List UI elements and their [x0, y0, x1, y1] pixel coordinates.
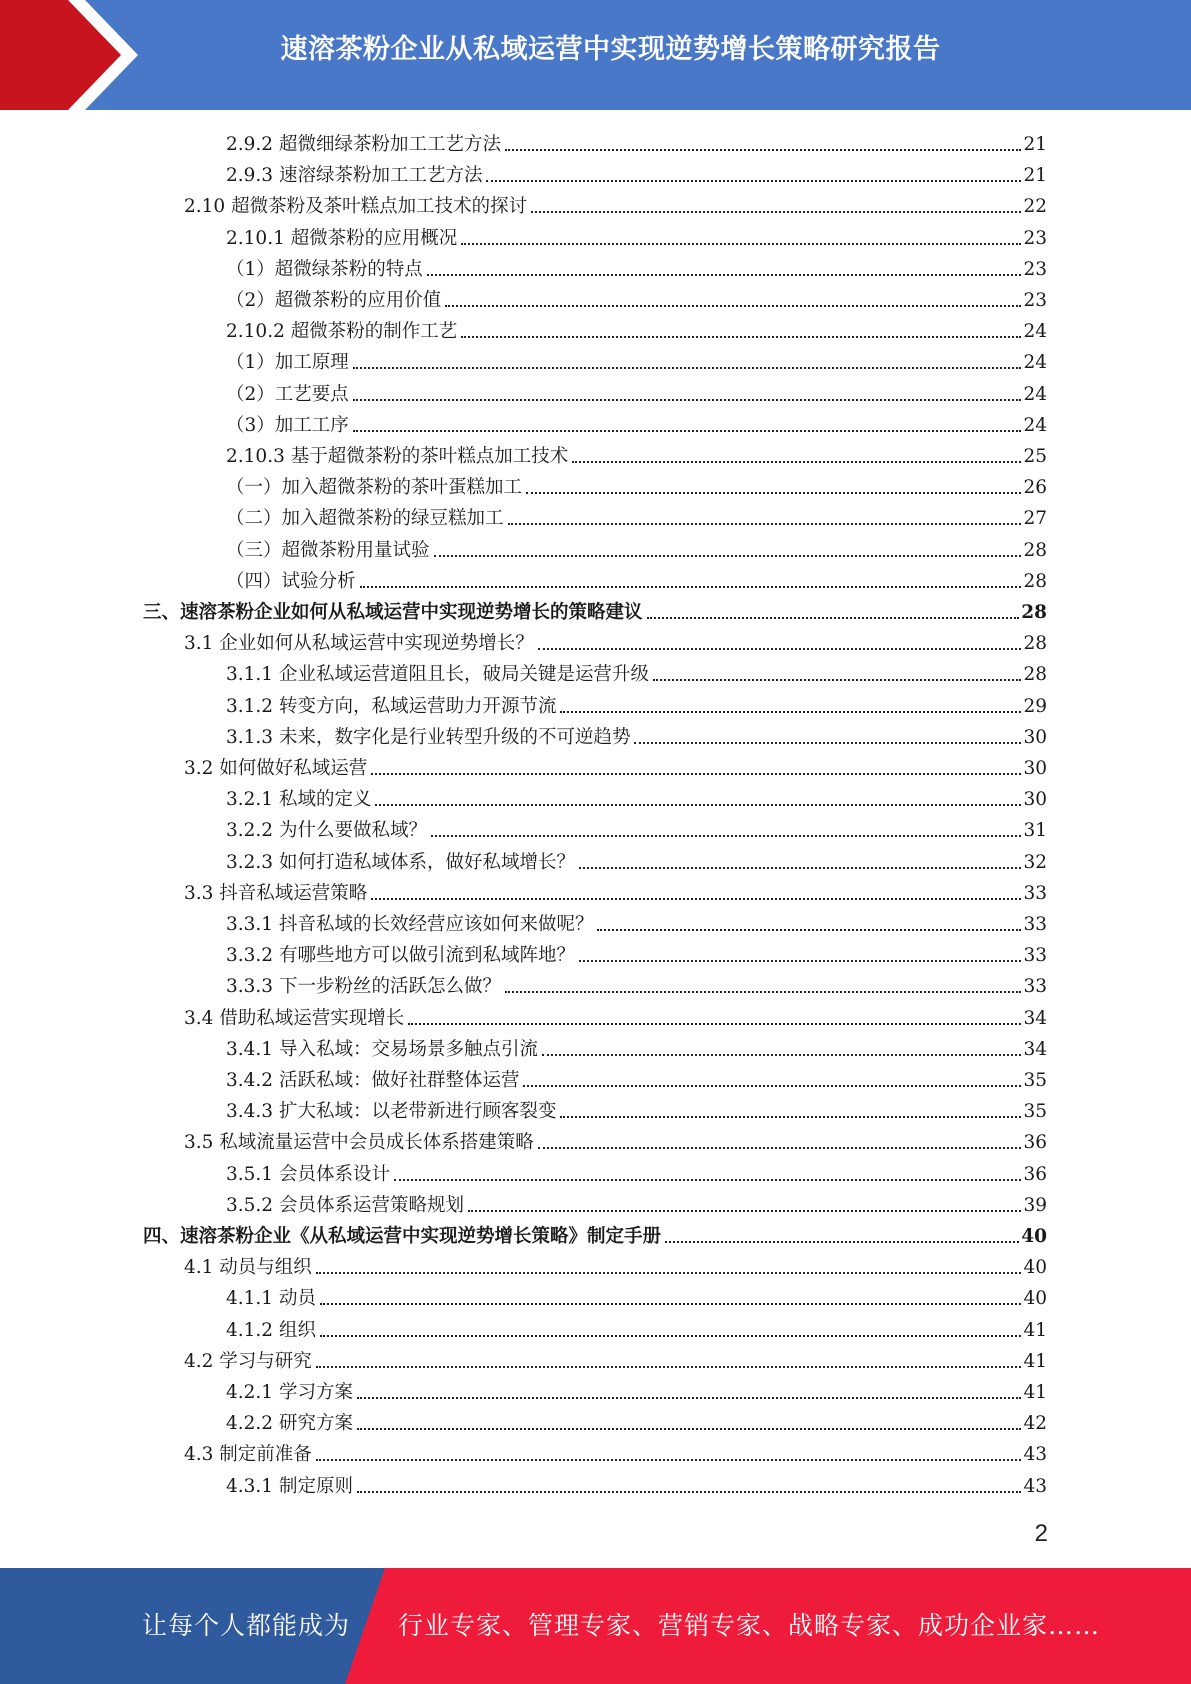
toc-dot-leader	[538, 648, 1022, 650]
toc-dot-leader	[427, 274, 1022, 276]
toc-entry-page: 40	[1021, 1226, 1047, 1247]
toc-entry[interactable]	[226, 220, 1047, 251]
toc-entry-page: 34	[1023, 1038, 1047, 1060]
toc-entry-title: 4.1 动员与组织	[184, 1257, 312, 1279]
toc-entry-title: 3.5.1 会员体系设计	[226, 1163, 390, 1185]
toc-entry[interactable]	[226, 1156, 1047, 1187]
toc-entry[interactable]	[226, 812, 1047, 843]
toc-dot-leader	[461, 336, 1021, 338]
toc-entry[interactable]	[226, 1312, 1047, 1343]
toc-dot-leader	[371, 773, 1021, 775]
toc-dot-leader	[408, 1023, 1021, 1025]
toc-entry[interactable]	[226, 1374, 1047, 1405]
toc-dot-leader	[653, 679, 1021, 681]
toc-dot-leader	[431, 835, 1021, 837]
toc-dot-leader	[665, 1241, 1019, 1243]
toc-dot-leader	[357, 1397, 1022, 1399]
toc-dot-leader	[320, 1303, 1022, 1305]
toc-entry-page: 35	[1023, 1101, 1047, 1123]
toc-entry-title: 3.1.1 企业私域运营道阻且长，破局关键是运营升级	[226, 664, 649, 686]
toc-dot-leader	[316, 1459, 1022, 1461]
toc-entry-title: 3.5 私域流量运营中会员成长体系搭建策略	[184, 1132, 534, 1154]
header-title: 速溶茶粉企业从私域运营中实现逆势增长策略研究报告	[280, 34, 941, 65]
toc-entry-page: 35	[1023, 1070, 1047, 1091]
toc-entry[interactable]	[226, 656, 1047, 687]
toc-entry-title: 3.3.3 下一步粉丝的活跃怎么做？	[226, 976, 501, 998]
toc-entry-page: 32	[1023, 851, 1047, 873]
toc-entry[interactable]	[226, 532, 1047, 563]
toc-entry[interactable]	[226, 1405, 1047, 1436]
toc-entry-title: 3.2 如何做好私域运营	[184, 758, 368, 779]
toc-entry-title: 3.5.2 会员体系运营策略规划	[226, 1194, 464, 1216]
toc-entry[interactable]	[226, 1031, 1047, 1062]
toc-entry-page: 33	[1023, 914, 1047, 935]
toc-entry-page: 28	[1023, 633, 1047, 655]
toc-dot-leader	[353, 430, 1022, 432]
toc-entry-title: 2.9.3 速溶绿茶粉加工工艺方法	[226, 165, 483, 187]
toc-dot-leader	[526, 492, 1021, 494]
toc-dot-leader	[357, 1491, 1022, 1493]
toc-dot-leader	[371, 898, 1021, 900]
toc-entry[interactable]	[226, 937, 1047, 968]
toc-entry[interactable]	[184, 1436, 1047, 1467]
toc-entry-page: 21	[1023, 134, 1047, 155]
toc-dot-leader	[579, 867, 1021, 869]
toc-entry[interactable]	[226, 344, 1047, 375]
toc-entry-page: 28	[1023, 664, 1047, 686]
toc-entry-page: 40	[1023, 1288, 1047, 1310]
toc-dot-leader	[560, 1116, 1021, 1118]
toc-entry[interactable]	[143, 594, 1047, 625]
toc-entry[interactable]	[226, 906, 1047, 937]
toc-entry-page: 28	[1021, 602, 1047, 623]
toc-dot-leader	[486, 180, 1021, 182]
toc-entry-page: 25	[1023, 446, 1047, 467]
toc-entry-page: 22	[1023, 196, 1047, 218]
toc-entry-page: 43	[1023, 1475, 1047, 1497]
toc-dot-leader	[434, 555, 1022, 557]
toc-entry-page: 24	[1023, 414, 1047, 436]
toc-dot-leader	[579, 960, 1021, 962]
toc-entry[interactable]	[226, 251, 1047, 282]
page-number: 2	[1034, 1520, 1048, 1547]
toc-dot-leader	[538, 1147, 1022, 1149]
toc-entry-title: 3.1.3 未来，数字化是行业转型升级的不可逆趋势	[226, 726, 631, 748]
toc-entry-page: 24	[1023, 352, 1047, 374]
toc-dot-leader	[445, 305, 1021, 307]
toc-entry-page: 21	[1023, 165, 1047, 187]
toc-entry-page: 23	[1023, 290, 1047, 311]
toc-entry-page: 23	[1023, 227, 1047, 249]
toc-entry-title: 3.3.1 抖音私域的长效经营应该如何来做呢？	[226, 914, 594, 935]
toc-entry[interactable]	[226, 1187, 1047, 1218]
toc-dot-leader	[572, 461, 1021, 463]
toc-entry-page: 28	[1023, 539, 1047, 561]
toc-entry[interactable]	[226, 407, 1047, 438]
toc-entry-title: 3.3.2 有哪些地方可以做引流到私域阵地？	[226, 945, 575, 967]
toc-entry-page: 29	[1023, 695, 1047, 717]
toc-entry[interactable]	[226, 438, 1047, 469]
toc-entry[interactable]	[184, 625, 1047, 656]
toc-entry-page: 24	[1023, 321, 1047, 343]
toc-entry[interactable]	[143, 1218, 1047, 1249]
toc-entry[interactable]	[184, 188, 1047, 219]
toc-dot-leader	[320, 1335, 1022, 1337]
toc-entry-title: 4.1.1 动员	[226, 1288, 316, 1310]
toc-entry-title: （2）超微茶粉的应用价值	[226, 290, 442, 311]
toc-entry-title: 3.2.3 如何打造私域体系，做好私域增长？	[226, 851, 575, 873]
toc-entry-title: （2）工艺要点	[226, 383, 349, 405]
toc-entry-page: 33	[1023, 882, 1047, 904]
toc-dot-leader	[531, 211, 1021, 213]
toc-entry[interactable]	[226, 1062, 1047, 1093]
toc-entry-title: （三）超微茶粉用量试验	[226, 539, 430, 561]
toc-entry-page: 23	[1023, 258, 1047, 280]
toc-entry-title: 2.10.1 超微茶粉的应用概况	[226, 227, 458, 249]
toc-entry[interactable]	[226, 563, 1047, 594]
toc-entry[interactable]	[184, 1343, 1047, 1374]
toc-entry-title: 3.3 抖音私域运营策略	[184, 882, 368, 904]
toc-entry-title: 3.2.2 为什么要做私域？	[226, 820, 427, 842]
toc-entry-title: 4.2.2 研究方案	[226, 1413, 353, 1435]
page-footer	[0, 1568, 1191, 1684]
toc-dot-leader	[523, 1085, 1021, 1087]
toc-entry[interactable]	[184, 1249, 1047, 1280]
toc-entry-title: （1）超微绿茶粉的特点	[226, 258, 423, 280]
toc-entry[interactable]	[184, 1000, 1047, 1031]
toc-entry-page: 30	[1023, 726, 1047, 748]
toc-entry-title: 3.4 借助私域运营实现增长	[184, 1007, 405, 1029]
toc-entry-page: 24	[1023, 383, 1047, 405]
toc-dot-leader	[353, 399, 1022, 401]
toc-entry-title: 2.10.2 超微茶粉的制作工艺	[226, 321, 458, 343]
toc-entry-title: 2.10.3 基于超微茶粉的茶叶糕点加工技术	[226, 446, 569, 467]
toc-dot-leader	[560, 711, 1021, 713]
toc-dot-leader	[316, 1272, 1022, 1274]
toc-entry[interactable]	[226, 500, 1047, 531]
toc-entry-page: 34	[1023, 1007, 1047, 1029]
toc-entry-title: （1）加工原理	[226, 352, 349, 374]
toc-dot-leader	[542, 1054, 1021, 1056]
toc-entry-page: 36	[1023, 1163, 1047, 1185]
toc-entry-page: 42	[1023, 1413, 1047, 1435]
toc-entry-title: 4.3.1 制定原则	[226, 1475, 353, 1497]
toc-entry[interactable]	[226, 781, 1047, 812]
toc-entry-title: 3.4.2 活跃私域：做好社群整体运营	[226, 1070, 520, 1091]
toc-entry[interactable]	[226, 844, 1047, 875]
toc-entry-page: 26	[1023, 477, 1047, 499]
toc-entry-title: 4.3 制定前准备	[184, 1444, 312, 1466]
toc-entry-page: 36	[1023, 1132, 1047, 1154]
toc-entry[interactable]	[226, 126, 1047, 157]
toc-entry-page: 33	[1023, 976, 1047, 998]
toc-dot-leader	[647, 617, 1020, 619]
toc-entry-title: （四）试验分析	[226, 570, 356, 592]
toc-dot-leader	[357, 1428, 1022, 1430]
toc-entry[interactable]	[226, 157, 1047, 188]
toc-entry-page: 39	[1023, 1194, 1047, 1216]
footer-roles: 行业专家、管理专家、营销专家、战略专家、成功企业家……	[398, 1611, 1101, 1640]
toc-dot-leader	[508, 523, 1022, 525]
toc-entry-page: 41	[1023, 1382, 1047, 1403]
footer-slogan: 让每个人都能成为	[142, 1611, 351, 1640]
toc-entry-page: 30	[1023, 758, 1047, 779]
toc-entry-title: 4.2 学习与研究	[184, 1350, 312, 1372]
toc-entry[interactable]	[226, 1093, 1047, 1124]
toc-entry-title: （3）加工工序	[226, 414, 349, 436]
toc-dot-leader	[505, 991, 1021, 993]
toc-entry-title: 3.1.2 转变方向，私域运营助力开源节流	[226, 695, 557, 717]
toc-dot-leader	[316, 1366, 1022, 1368]
toc-entry[interactable]	[226, 313, 1047, 344]
toc-entry-title: 3.4.3 扩大私域：以老带新进行顾客裂变	[226, 1101, 557, 1123]
toc-entry-title: 3.4.1 导入私域：交易场景多触点引流	[226, 1038, 538, 1060]
toc-dot-leader	[375, 804, 1021, 806]
toc-entry-title: 2.9.2 超微细绿茶粉加工工艺方法	[226, 134, 501, 155]
toc-entry-page: 31	[1023, 820, 1047, 842]
toc-dot-leader	[461, 243, 1021, 245]
toc-entry-title: 3.1 企业如何从私域运营中实现逆势增长？	[184, 633, 534, 655]
toc-entry[interactable]	[226, 376, 1047, 407]
toc-dot-leader	[468, 1210, 1021, 1212]
toc-entry-title: 2.10 超微茶粉及茶叶糕点加工技术的探讨	[184, 196, 528, 218]
toc-dot-leader	[394, 1179, 1021, 1181]
toc-entry-page: 27	[1023, 508, 1047, 530]
toc-entry-page: 41	[1023, 1319, 1047, 1341]
toc-entry-title: （二）加入超微茶粉的绿豆糕加工	[226, 508, 504, 530]
toc-entry-title: 3.2.1 私域的定义	[226, 789, 372, 811]
toc-entry-page: 30	[1023, 789, 1047, 811]
toc-entry[interactable]	[184, 750, 1047, 781]
toc-dot-leader	[634, 742, 1021, 744]
toc-entry-title: 4.2.1 学习方案	[226, 1382, 353, 1403]
toc-entry[interactable]	[226, 469, 1047, 500]
toc-entry[interactable]	[184, 1124, 1047, 1155]
toc-entry-title: 4.1.2 组织	[226, 1319, 316, 1341]
toc-dot-leader	[360, 586, 1022, 588]
toc-entry-title: 四、速溶茶粉企业《从私域运营中实现逆势增长策略》制定手册	[143, 1226, 662, 1247]
toc-dot-leader	[505, 149, 1021, 151]
toc-entry-page: 28	[1023, 570, 1047, 592]
toc-dot-leader	[597, 929, 1021, 931]
toc-entry-title: （一）加入超微茶粉的茶叶蛋糕加工	[226, 477, 523, 499]
toc-entry[interactable]	[226, 719, 1047, 750]
toc-entry[interactable]	[226, 1280, 1047, 1311]
toc-entry-page: 41	[1023, 1350, 1047, 1372]
toc-entry[interactable]	[226, 968, 1047, 999]
toc-entry[interactable]	[226, 282, 1047, 313]
toc-entry[interactable]	[226, 688, 1047, 719]
toc-dot-leader	[353, 367, 1022, 369]
toc-entry-title: 三、速溶茶粉企业如何从私域运营中实现逆势增长的策略建议	[143, 602, 643, 623]
toc-entry-page: 40	[1023, 1257, 1047, 1279]
toc-entry[interactable]	[226, 1468, 1047, 1499]
toc-entry-page: 33	[1023, 945, 1047, 967]
toc-entry[interactable]	[184, 875, 1047, 906]
page-header	[0, 0, 1191, 110]
toc-entry-page: 43	[1023, 1444, 1047, 1466]
